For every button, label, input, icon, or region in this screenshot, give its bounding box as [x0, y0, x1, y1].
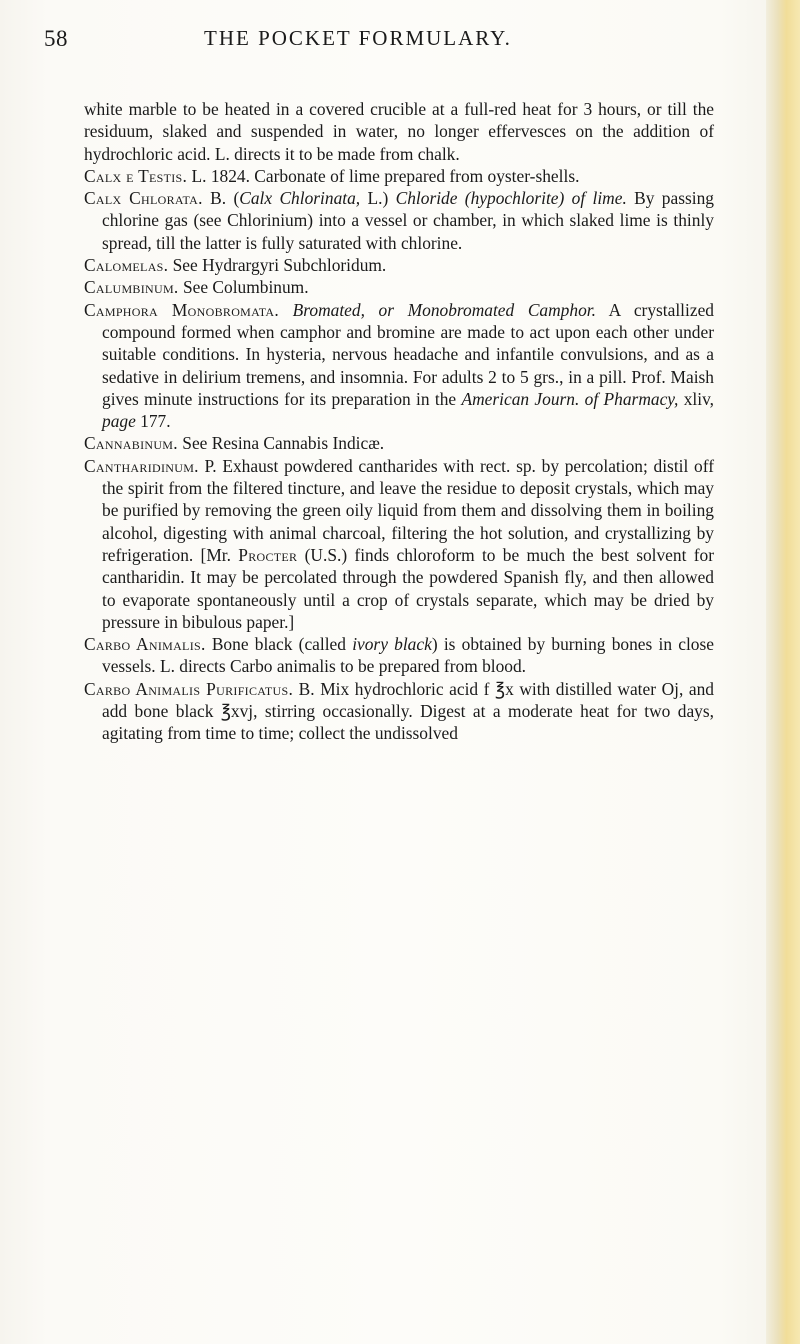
entry-term: Calomelas.	[84, 255, 169, 276]
entry-body: xliv,	[678, 388, 715, 409]
entry-term: Cantharidinum.	[84, 455, 199, 476]
page-number: 58	[44, 26, 68, 51]
entry-body: See Hydrargyri Subchloridum.	[168, 255, 387, 276]
entry-term: Calx e Testis.	[84, 165, 188, 186]
entry-body: B. (	[202, 188, 240, 209]
entry-term: Carbo Animalis Purificatus.	[84, 678, 294, 699]
entry-body: See Columbinum.	[178, 277, 309, 298]
entry-body: By passing chlorine gas (see Chlorinium) into a vessel or chamber, in which slaked lime is thinly spread, till the latter is fully saturated with chlorine.	[102, 188, 714, 253]
entry-body: L.)	[360, 188, 396, 209]
entry-calumbinum	[84, 276, 714, 298]
entry-italic: Chloride (hypochlorite) of lime.	[395, 188, 627, 209]
entry-camphora-monobromata	[84, 299, 714, 433]
entry-carbo-animalis-purificatus	[84, 678, 714, 745]
entry-body: A crystallized compound formed when camphor and bromine are made to act upon each other under suitable conditions. In hysteria, nervous headache and infantile convulsions, and as a sedative in delirium tremens, and insomnia. For adults 2 to 5 grs., in a pill. Prof. Maish gives minute instructions for its preparation in the	[102, 299, 714, 409]
entry-italic: Bromated, or Monobromated Camphor.	[279, 299, 596, 320]
entry-italic: page	[102, 411, 136, 432]
entry-term: Calumbinum.	[84, 277, 179, 298]
page-header	[44, 26, 744, 56]
entry-term: Camphora Monobromata.	[84, 299, 280, 320]
entry-term: Carbo Animalis.	[84, 634, 206, 655]
entry-calx-e-testis	[84, 165, 714, 187]
entry-calx-chlorata	[84, 187, 714, 254]
entry-italic: Calx Chlorinata,	[239, 188, 361, 209]
entry-continuation	[84, 98, 714, 165]
entry-cannabinum	[84, 432, 714, 454]
page-body	[84, 98, 714, 745]
page-edge-shadow	[766, 0, 800, 1344]
entry-body: P. Exhaust powdered cantharides with rect. sp. by percolation; distil off the spirit from the filtered tincture, and leave the residue to deposit crystals, which may be purified by removing the green oily liquid from them and dissolving them in boiling alcohol, digesting with animal charcoal, filtering the hot solution, and crystallizing by refrigeration. [Mr.	[102, 455, 714, 565]
entry-cantharidinum	[84, 455, 714, 633]
entry-body: See Resina Cannabis Indicæ.	[177, 433, 385, 454]
entry-body: white marble to be heated in a covered crucible at a full-red heat for 3 hours, or till the residuum, slaked and suspended in water, no longer effervesces on the addition of hydrochloric acid. L. directs it to be made from chalk.	[84, 99, 714, 164]
entry-italic: ivory black	[352, 634, 432, 655]
entry-calomelas	[84, 254, 714, 276]
entry-smallcaps: Procter	[238, 544, 298, 565]
running-head: THE POCKET FORMULARY.	[204, 26, 512, 50]
entry-body: B. Mix hydrochloric acid f ℥x with distilled water Oj, and add bone black ℥xvj, stirring occasionally. Digest at a moderate heat for two days, agitating from time to time; collect the undissolved	[102, 678, 714, 744]
entry-body: ) is obtained by burning bones in close vessels. L. directs Carbo animalis to be prepared from blood.	[102, 634, 714, 677]
entry-body: L. 1824. Carbonate of lime prepared from oyster-shells.	[187, 165, 580, 186]
entry-carbo-animalis	[84, 633, 714, 678]
entry-body: Bone black (called	[205, 634, 353, 655]
entry-body: 177.	[135, 411, 171, 432]
entry-term: Cannabinum.	[84, 433, 178, 454]
entry-italic: American Journ. of Pharmacy,	[461, 388, 679, 409]
entry-term: Calx Chlorata.	[84, 188, 203, 209]
entry-body: (U.S.) finds chloroform to be much the best solvent for cantharidin. It may be percolated through the powdered Spanish fly, and then allowed to evaporate spontaneously until a crop of crystals separate, which may be dried by pressure in bibulous paper.]	[102, 544, 714, 632]
